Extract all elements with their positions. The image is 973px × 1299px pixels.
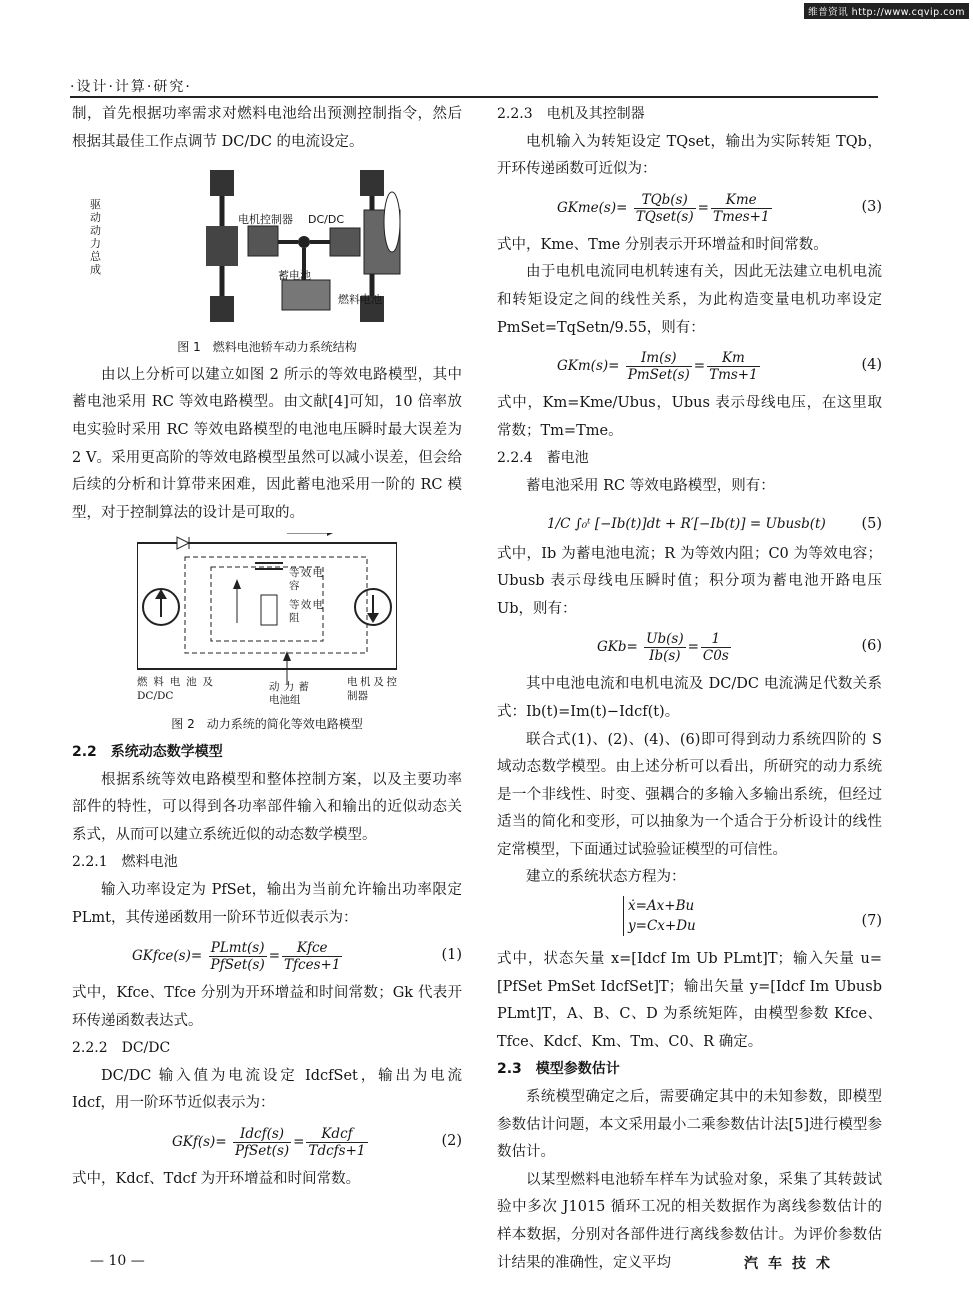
label-fuel-cell: 燃料电池 xyxy=(338,293,382,307)
equation-1: GKfce(s)= $\frac{\text{PLmt(s)}}{\text{PfSet(s)}}$ = $\frac{\text{Kfce}}{\text{Tfces+1}}$ (1) xyxy=(132,940,462,974)
eq2-den1: PfSet(s) xyxy=(234,1143,290,1160)
eq4-lhs: GKm(s)= xyxy=(557,358,620,375)
eq4-number: (4) xyxy=(861,357,882,374)
paragraph-model-intro: 由以上分析可以建立如图 2 所示的等效电路模型，其中蓄电池采用 RC 等效电路模型。由文献[4]可知，10 倍率放电实验时采用 RC 等效电路模型的电池电压瞬时最大误差为 2 V。采用更高阶的等效电路模型虽然可以减小误差，但会给后续的分析和计算带来困难，因此蓄电池采用一阶的 RC 模型，对于控制算法的设计是可取的。 xyxy=(72,366,462,521)
eq1-number: (1) xyxy=(441,947,462,964)
eq3-den1: TQset(s) xyxy=(635,208,694,225)
eq3-num2: Kme xyxy=(711,192,772,209)
equation-5 xyxy=(497,503,882,539)
paragraph-fuel-cell: 输入功率设定为 PfSet，输出为当前允许输出功率限定 PLmt，其传递函数用一阶环节近似表示为： xyxy=(72,881,462,926)
heading-2-3: 2.3 模型参数估计 xyxy=(497,1061,620,1078)
equation-7 xyxy=(497,894,882,944)
paragraph-current-relation: 其中电池电流和电机电流及 DC/DC 电流满足代数关系式：Ib(t)=Im(t)−Idcf(t)。 xyxy=(497,676,882,720)
eq4-den1: PmSet(s) xyxy=(627,367,690,384)
eq6-den2: C0s xyxy=(702,648,729,665)
page-number: — 10 — xyxy=(90,1253,145,1269)
eq5-body: 1/C ∫₀ᵗ [−Ib(t)]dt + R′[−Ib(t)] = Ubusb(t) xyxy=(547,515,826,532)
paragraph-state-vectors: 式中，状态矢量 x=[Idcf Im Ub PLmt]T；输入矢量 u=[PfSet PmSet IdcfSet]T；输出矢量 y=[Idcf Im Ubusb PLmt]T，A、B、C、D 为系统矩阵，由模型参数 Kfce、Tfce、Kdcf、Km、Tm、C0、R 确定。 xyxy=(497,951,882,1050)
eq4-num2: Km xyxy=(707,350,760,367)
paragraph-state-eq-intro: 建立的系统状态方程为： xyxy=(526,869,686,886)
label-motor-controller-2: 电机及控制器 xyxy=(347,676,397,703)
paragraph-motor-power: 由于电机电流同电机转速有关，因此无法建立电机电流和转矩设定之间的线性关系，为此构造变量电机功率设定 PmSet=TqSetn/9.55，则有： xyxy=(497,264,882,336)
figure-2-caption: 图 2 动力系统的简化等效电路模型 xyxy=(171,717,363,732)
paragraph-fuel-cell-params: 式中，Kfce、Tfce 分别为开环增益和时间常数；Gk 代表开环传递函数表达式。 xyxy=(72,985,462,1029)
label-battery: 蓄电池 xyxy=(278,269,311,283)
header-rule xyxy=(70,96,878,98)
eq3-den2: Tmes+1 xyxy=(712,208,770,225)
label-fuel-cell-dcdc: 燃料电池及 DC/DC xyxy=(137,676,213,703)
eq7-line2: y=Cx+Du xyxy=(628,918,696,935)
heading-2-2-4: 2.2.4 蓄电池 xyxy=(497,450,589,467)
eq3-lhs: GKme(s)= xyxy=(557,199,628,216)
paragraph-dcdc-params: 式中，Kdcf、Tdcf 为开环增益和时间常数。 xyxy=(72,1171,361,1188)
paragraph-system-analysis: 联合式(1)、(2)、(4)、(6)即可得到动力系统四阶的 S 域动态数学模型。由上述分析可以看出，所研究的动力系统是一个非线性、时变、强耦合的多输入多输出系统，但经过适当的简化和变形，可以抽象为一个适合于分析设计的线性定常模型，下面通过试验验证模型的可信性。 xyxy=(497,731,882,858)
eq2-den2: Tdcfs+1 xyxy=(308,1143,366,1160)
journal-name: 汽车技术 xyxy=(744,1256,840,1272)
eq3-number: (3) xyxy=(861,198,882,215)
eq6-den1: Ib(s) xyxy=(649,648,681,665)
label-dcdc: DC/DC xyxy=(308,213,345,227)
eq1-den1: PfSet(s) xyxy=(210,957,265,974)
eq1-den2: Tfces+1 xyxy=(284,957,341,974)
eq4-num1: Im(s) xyxy=(626,350,692,367)
label-motor-controller: 电机控制器 xyxy=(238,213,293,227)
label-drive: 驱动动力总成 xyxy=(90,198,101,277)
label-equivalent-capacitor: 等效电容 xyxy=(289,567,323,593)
figure-2 xyxy=(137,533,397,709)
figure-1-caption: 图 1 燃料电池轿车动力系统结构 xyxy=(177,340,357,355)
equation-2: GKf(s)= $\frac{\text{Idcf(s)}}{\text{PfSet(s)}}$ = $\frac{\text{Kdcf}}{\text{Tdcfs+1}}$ (2) xyxy=(172,1126,462,1160)
equation-4: GKm(s)= $\frac{Im(s)}{\text{PmSet(s)}}$ = $\frac{Km}{\text{Tms+1}}$ (4) xyxy=(557,350,882,384)
eq2-num2: Kdcf xyxy=(306,1126,367,1143)
intro-paragraph: 制，首先根据功率需求对燃料电池给出预测控制指令，然后根据其最佳工作点调节 DC/DC 的电流设定。 xyxy=(72,106,462,150)
eq4-den2: Tms+1 xyxy=(709,367,758,384)
paragraph-motor-params: 式中，Kme、Tme 分别表示开环增益和时间常数。 xyxy=(497,236,828,253)
eq7-line1: ẋ=Ax+Bu xyxy=(628,898,695,915)
paragraph-dcdc: DC/DC 输入值为电流设定 IdcfSet，输出为电流 Idcf，用一阶环节近似表示为： xyxy=(72,1067,462,1112)
eq1-num2: Kfce xyxy=(282,940,342,957)
paragraph-battery: 蓄电池采用 RC 等效电路模型，则有： xyxy=(526,477,775,494)
figure-1 xyxy=(90,162,402,330)
eq1-lhs: GKfce(s)= xyxy=(132,948,203,965)
left-column xyxy=(72,101,462,1194)
paragraph-param-estimation: 系统模型确定之后，需要确定其中的未知参数，即模型参数估计问题，本文采用最小二乘参数估计法[5]进行模型参数估计。 xyxy=(497,1089,882,1161)
paragraph-test-data: 以某型燃料电池轿车样车为试验对象，采集了其转鼓试验中多次 J1015 循环工况的相关数据作为离线参数估计的样本数据，分别对各部件进行离线参数估计。为评价参数估计结果的准确性，定义平均 xyxy=(497,1171,882,1271)
eq2-lhs: GKf(s)= xyxy=(172,1134,227,1151)
eq6-num2: 1 xyxy=(701,631,731,648)
eq3-num1: TQb(s) xyxy=(634,192,696,209)
eq6-number: (6) xyxy=(861,638,882,655)
eq6-lhs: GKb= xyxy=(597,639,638,656)
heading-2-2: 2.2 系统动态数学模型 xyxy=(72,743,223,760)
paragraph-system-model: 根据系统等效电路模型和整体控制方案，以及主要功率部件的特性，可以得到各功率部件输入和输出的近似动态关系式，从而可以建立系统近似的动态数学模型。 xyxy=(72,771,462,843)
eq5-number: (5) xyxy=(861,515,882,532)
eq7-number: (7) xyxy=(861,913,882,930)
equation-6: GKb= $\frac{Ub(s)}{Ib(s)}$ = $\frac{1}{C0s}$ (6) xyxy=(597,631,882,665)
heading-2-2-1: 2.2.1 燃料电池 xyxy=(72,854,178,871)
label-power-battery: 动力蓄电池组 xyxy=(269,681,309,707)
watermark: 维普资讯 http://www.cqvip.com xyxy=(804,3,969,19)
heading-2-2-2: 2.2.2 DC/DC xyxy=(72,1040,171,1057)
right-column xyxy=(497,101,882,1277)
eq2-number: (2) xyxy=(441,1133,462,1150)
equation-3: GKme(s)= $\frac{\text{TQb(s)}}{\text{TQset(s)}}$ = $\frac{\text{Kme}}{\text{Tmes+1}}$ (3) xyxy=(557,191,882,225)
section-tag: ·设计·计算·研究· xyxy=(70,79,192,95)
paragraph-motor: 电机输入为转矩设定 TQset，输出为实际转矩 TQb，开环传递函数可近似为： xyxy=(497,133,882,178)
heading-2-2-3: 2.2.3 电机及其控制器 xyxy=(497,106,645,122)
paragraph-motor-constants: 式中，Km=Kme/Ubus，Ubus 表示母线电压，在这里取常数；Tm=Tme。 xyxy=(497,395,882,439)
eq6-num1: Ub(s) xyxy=(646,631,684,648)
eq2-num1: Idcf(s) xyxy=(233,1126,291,1143)
label-equivalent-resistor: 等效电阻 xyxy=(289,599,323,625)
paragraph-battery-params: 式中，Ib 为蓄电池电流；R 为等效内阻；C0 为等效电容；Ubusb 表示母线电压瞬时值；积分项为蓄电池开路电压 Ub，则有： xyxy=(497,545,882,617)
eq1-num1: PLmt(s) xyxy=(209,940,267,957)
